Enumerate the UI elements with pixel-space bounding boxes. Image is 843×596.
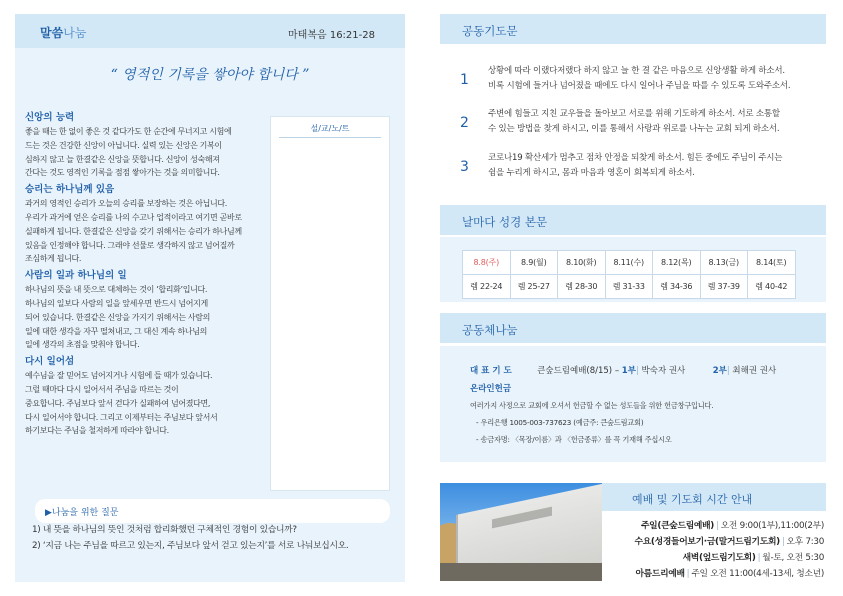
online-offering-desc: 여러가지 사정으로 교회에 오셔서 헌금할 수 없는 성도들을 위한 헌금창구입니다.: [470, 401, 714, 410]
giving-header: [440, 313, 826, 343]
body-line: 간다는 것도 영적인 기록을 점점 쌓아가는 것을 의미합니다.: [25, 168, 220, 178]
worship-times-title: 예배 및 기도회 시간 안내: [632, 493, 753, 506]
body-line: 되어 있습니다. 한결같은 신앙을 가지기 위해서는 사람의: [25, 312, 211, 322]
body-line: 하나님의 뜻을 내 뜻으로 대체하는 것이 ‘합리화’입니다.: [25, 285, 208, 295]
sermon-body: [25, 108, 249, 438]
body-line: 일에 대한 생각을 자꾸 떨쳐내고, 그 대신 계속 하나님의: [25, 326, 208, 336]
prayer-title: 공동기도문: [462, 24, 518, 38]
body-line: 드는 것은 건강한 신앙이 아닙니다. 실력 있는 신앙은 기복이: [25, 140, 222, 150]
reading-date-cell: 8.11(수): [605, 251, 653, 275]
reading-passage-cell: 렘 37-39: [700, 275, 748, 299]
sermon-title-bold: 말씀: [40, 26, 64, 40]
reading-date-cell: 8.8(주): [463, 251, 511, 275]
worship-time-row: 주일(큰숲드림예배) | 오전 9:00(1부),11:00(2부): [640, 521, 824, 531]
reading-date-cell: 8.12(목): [653, 251, 701, 275]
service-time: 오전 9:00(1부),11:00(2부): [720, 521, 824, 531]
prayer-text: [488, 107, 830, 136]
prayer-text: [488, 151, 830, 180]
reading-title: 날마다 성경 본문: [462, 215, 548, 229]
section-body: [25, 197, 249, 266]
sermon-notes-label: 설/교/노/트: [310, 124, 350, 133]
prayer-item: [460, 107, 830, 143]
section-title: 승리는 하나님께 있음: [25, 184, 115, 196]
reading-date-cell: 8.10(화): [558, 251, 606, 275]
body-line: 과거의 영적인 승리가 오늘의 승리를 보장하는 것은 아닙니다.: [25, 199, 227, 209]
bank-account: - 우리은행 1005-003-737623 (예금주: 큰숲드림교회): [476, 418, 644, 427]
body-line: 예수님을 잘 믿어도 넘어지거나 시험에 들 때가 있습니다.: [25, 371, 213, 381]
reading-table: [462, 250, 796, 299]
rep-service: 큰숲드림예배(8/15) –: [537, 366, 620, 376]
prayer-line: 비록 시험에 들거나 넘어졌을 때에도 다시 일어나 주님을 따를 수 있도록 도와주소서.: [488, 80, 791, 91]
prayer-text: [488, 64, 830, 93]
service-name: 새벽(엎드림기도회): [682, 553, 756, 563]
service-time: 오후 7:30: [786, 537, 824, 547]
service-name: 수요(성경들어보기·금(말거드림기도회): [634, 537, 780, 547]
section-title: 사람의 일과 하나님의 일: [25, 270, 127, 282]
reading-passage-cell: 렘 34-36: [653, 275, 701, 299]
reading-passage-row: [463, 275, 796, 299]
sermon-quote: “ 영적인 기록을 쌓아야 합니다 ”: [110, 67, 310, 83]
representative-prayer-row: 대 표 기 도 큰숲드림예배(8/15) – 1부| 박숙자 권사 2부| 최해권 권사: [470, 366, 777, 376]
worship-times-list: [602, 518, 824, 582]
giving-title: 공동체나눔: [462, 323, 518, 337]
reading-date-cell: 8.14(토): [748, 251, 796, 275]
worship-time-row: 아름드리예배 | 주일 오전 11:00(4세-13세, 청소년): [635, 569, 824, 579]
prayer-line: 주변에 힘들고 지친 교우들을 돌아보고 서로를 위해 기도하게 하소서. 서로 소통할: [488, 109, 780, 119]
ground-shape: [440, 563, 602, 581]
sermon-notes-box[interactable]: [270, 116, 390, 491]
reading-passage-cell: 렘 25-27: [510, 275, 558, 299]
reading-header: [440, 205, 826, 235]
prayer-line: 코로나19 확산세가 멈추고 점차 안정을 되찾게 하소서. 힘든 중에도 주님이 주시는: [488, 153, 783, 163]
service-time: 월-토, 오전 5:30: [762, 553, 824, 563]
body-line: 우리가 과거에 얻은 승리를 나의 수고나 업적이라고 여기면 곧바로: [25, 212, 242, 222]
prayer-number: 1: [460, 72, 469, 88]
reading-passage-cell: 렘 28-30: [558, 275, 606, 299]
question-item: 2) ‘지금 나는 주님을 따르고 있는지, 주님보다 앞서 걷고 있는지’를 서로 나눠보십시오.: [32, 540, 349, 551]
prayer-number: 2: [460, 115, 469, 131]
reading-passage-cell: 렘 40-42: [748, 275, 796, 299]
church-building-photo: [440, 483, 602, 581]
body-line: 중요합니다. 주님보다 앞서 걷다가 실패하여 넘어졌다면,: [25, 398, 211, 408]
sender-instruction: - 송금자명: 〈목장/이름〉과 〈헌금종류〉를 꼭 기재해 주십시오: [476, 435, 672, 444]
rep-prayer-label: 대 표 기 도: [470, 366, 512, 376]
worship-time-row: 수요(성경들어보기·금(말거드림기도회) | 오후 7:30: [634, 537, 824, 547]
notes-divider: [279, 137, 381, 138]
body-line: 일에 생각의 초점을 맞춰야 합니다.: [25, 340, 140, 350]
prayer-number: 3: [460, 159, 469, 175]
question-title: ▶나눔을 위한 질문: [45, 508, 119, 518]
prayer-line: 수 있는 방법을 찾게 하시고, 이를 통해서 사랑과 위로를 나누는 교회 되게 하소서.: [488, 123, 780, 134]
sermon-header: [15, 14, 405, 48]
worship-time-row: 새벽(엎드림기도회) | 월-토, 오전 5:30: [682, 553, 824, 563]
online-offering-title: 온라인헌금: [470, 384, 512, 394]
prayer-line: 쉼을 누리게 하시고, 몸과 마음과 영혼이 회복되게 하소서.: [488, 167, 695, 178]
section-title: 다시 일어섬: [25, 356, 75, 368]
section-body: [25, 283, 249, 352]
second-service-name: 최해권 권사: [732, 366, 777, 376]
body-line: 심하지 않고 늘 한결같은 신앙을 뜻합니다. 신앙이 성숙해져: [25, 154, 220, 164]
section-title: 신앙의 능력: [25, 112, 75, 123]
service-name: 아름드리예배: [635, 569, 685, 579]
section-body: [25, 125, 249, 180]
reading-passage-cell: 렘 22-24: [463, 275, 511, 299]
body-line: 그럴 때마다 다시 일어서서 주님을 따르는 것이: [25, 384, 179, 394]
body-line: 하나님의 일보다 사람의 일을 앞세우면 반드시 넘어지게: [25, 298, 208, 308]
body-line: 조심하게 됩니다.: [25, 254, 82, 264]
prayer-item: [460, 64, 830, 100]
sermon-title: [40, 24, 86, 41]
worship-times-header: [602, 483, 826, 511]
reading-date-row: [463, 251, 796, 275]
body-line: 좋을 때는 한 없이 좋은 것 같다가도 한 순간에 무너지고 시험에: [25, 127, 232, 136]
service-name: 주일(큰숲드림예배): [640, 521, 715, 531]
reading-passage-cell: 렘 31-33: [605, 275, 653, 299]
sharing-questions: [32, 523, 392, 554]
body-line: 실패하게 됩니다. 한결같은 신앙을 갖기 위해서는 승리가 하나님께: [25, 226, 242, 236]
first-service-label: 1부: [621, 366, 636, 376]
second-service-label: 2부: [712, 366, 727, 376]
scripture-reference: 마태복음 16:21-28: [288, 30, 375, 41]
question-item: 1) 내 뜻을 하나님의 뜻인 것처럼 합리화했던 구체적인 경험이 있습니까?: [32, 525, 297, 535]
service-time: 주일 오전 11:00(4세-13세, 청소년): [691, 569, 824, 579]
reading-date-cell: 8.9(월): [510, 251, 558, 275]
question-header-box: [35, 499, 390, 523]
prayer-header: [440, 14, 826, 44]
body-line: 하기보다는 주님을 철저하게 따라야 합니다.: [25, 426, 169, 436]
sermon-title-light: 나눔: [63, 26, 87, 40]
prayer-line: 상황에 따라 이랬다저랬다 하지 않고 늘 한 결 같은 마음으로 신앙생활 하게 하소서.: [488, 66, 785, 76]
reading-date-cell: 8.13(금): [700, 251, 748, 275]
prayer-item: [460, 151, 830, 187]
body-line: 있음을 인정해야 합니다. 그래야 선물로 생각하지 않고 넘어질까: [25, 240, 235, 250]
section-body: [25, 369, 249, 438]
body-line: 다시 일어서야 합니다. 그리고 이제부터는 주님보다 앞서서: [25, 412, 218, 422]
first-service-name: 박숙자 권사: [641, 366, 686, 376]
